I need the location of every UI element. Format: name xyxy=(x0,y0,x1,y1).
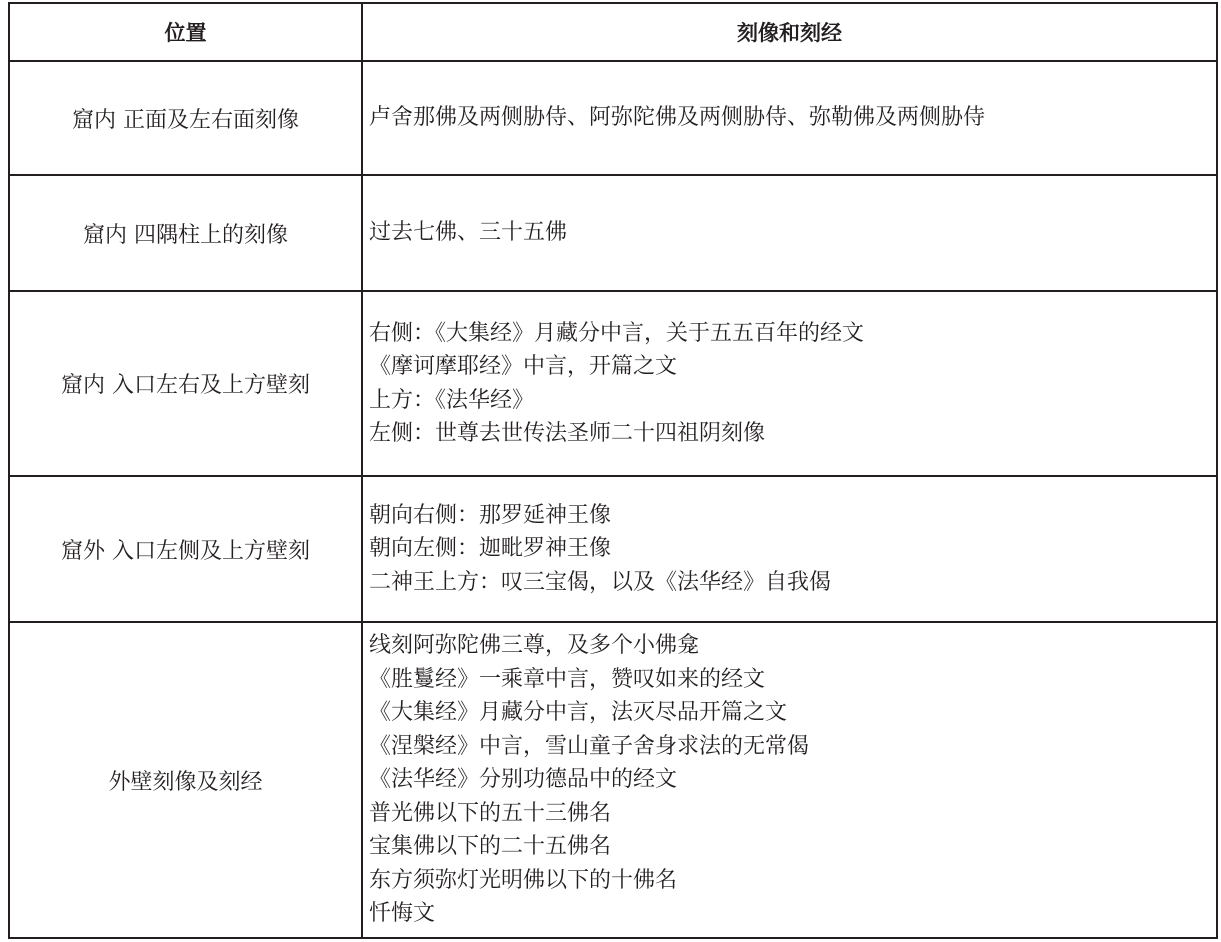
row-content xyxy=(362,291,1216,476)
table-row xyxy=(10,476,1216,622)
table-header-row xyxy=(10,4,1216,61)
content-line: 右侧：《大集经》月藏分中言，关于五五百年的经文 xyxy=(369,320,865,346)
content-line: 东方须弥灯光明佛以下的十佛名 xyxy=(369,867,678,893)
header-position: 位置 xyxy=(10,4,362,61)
content-line: 《法华经》分别功德品中的经文 xyxy=(369,767,678,793)
table-row xyxy=(10,61,1216,175)
carvings-table-frame xyxy=(8,2,1218,939)
row-position: 窟内 四隅柱上的刻像 xyxy=(10,175,362,291)
header-carvings-and-sutras: 刻像和刻经 xyxy=(362,4,1216,61)
row-content xyxy=(362,61,1216,175)
content-line: 《涅槃经》中言，雪山童子舍身求法的无常偈 xyxy=(369,733,810,759)
content-line: 普光佛以下的五十三佛名 xyxy=(369,800,612,826)
content-line: 线刻阿弥陀佛三尊，及多个小佛龛 xyxy=(369,633,700,659)
row-position: 窟内 入口左右及上方壁刻 xyxy=(10,291,362,476)
content-line: 过去七佛、三十五佛 xyxy=(369,220,568,246)
content-line: 《摩诃摩耶经》中言，开篇之文 xyxy=(369,354,678,379)
row-position: 外壁刻像及刻经 xyxy=(10,622,362,937)
row-content xyxy=(362,476,1216,622)
content-line: 左侧：世尊去世传法圣师二十四祖阴刻像 xyxy=(369,421,766,446)
table-row xyxy=(10,622,1216,937)
row-content xyxy=(362,622,1216,937)
content-line: 朝向左侧：迦毗罗神王像 xyxy=(369,536,612,562)
content-line: 朝向右侧：那罗延神王像 xyxy=(369,502,612,528)
row-position: 窟外 入口左侧及上方壁刻 xyxy=(10,476,362,622)
row-content xyxy=(362,175,1216,291)
content-line: 《胜鬘经》一乘章中言，赞叹如来的经文 xyxy=(369,666,766,692)
content-line: 二神王上方：叹三宝偈，以及《法华经》自我偈 xyxy=(369,569,832,595)
content-line: 上方：《法华经》 xyxy=(369,387,535,413)
row-position: 窟内 正面及左右面刻像 xyxy=(10,61,362,175)
content-line: 宝集佛以下的二十五佛名 xyxy=(369,834,612,860)
table-row xyxy=(10,291,1216,476)
table-row xyxy=(10,175,1216,291)
carvings-table xyxy=(10,4,1216,937)
content-line: 忏悔文 xyxy=(369,901,436,927)
content-line: 卢舍那佛及两侧胁侍、阿弥陀佛及两侧胁侍、弥勒佛及两侧胁侍 xyxy=(369,105,986,131)
content-line: 《大集经》月藏分中言，法灭尽品开篇之文 xyxy=(369,700,788,726)
